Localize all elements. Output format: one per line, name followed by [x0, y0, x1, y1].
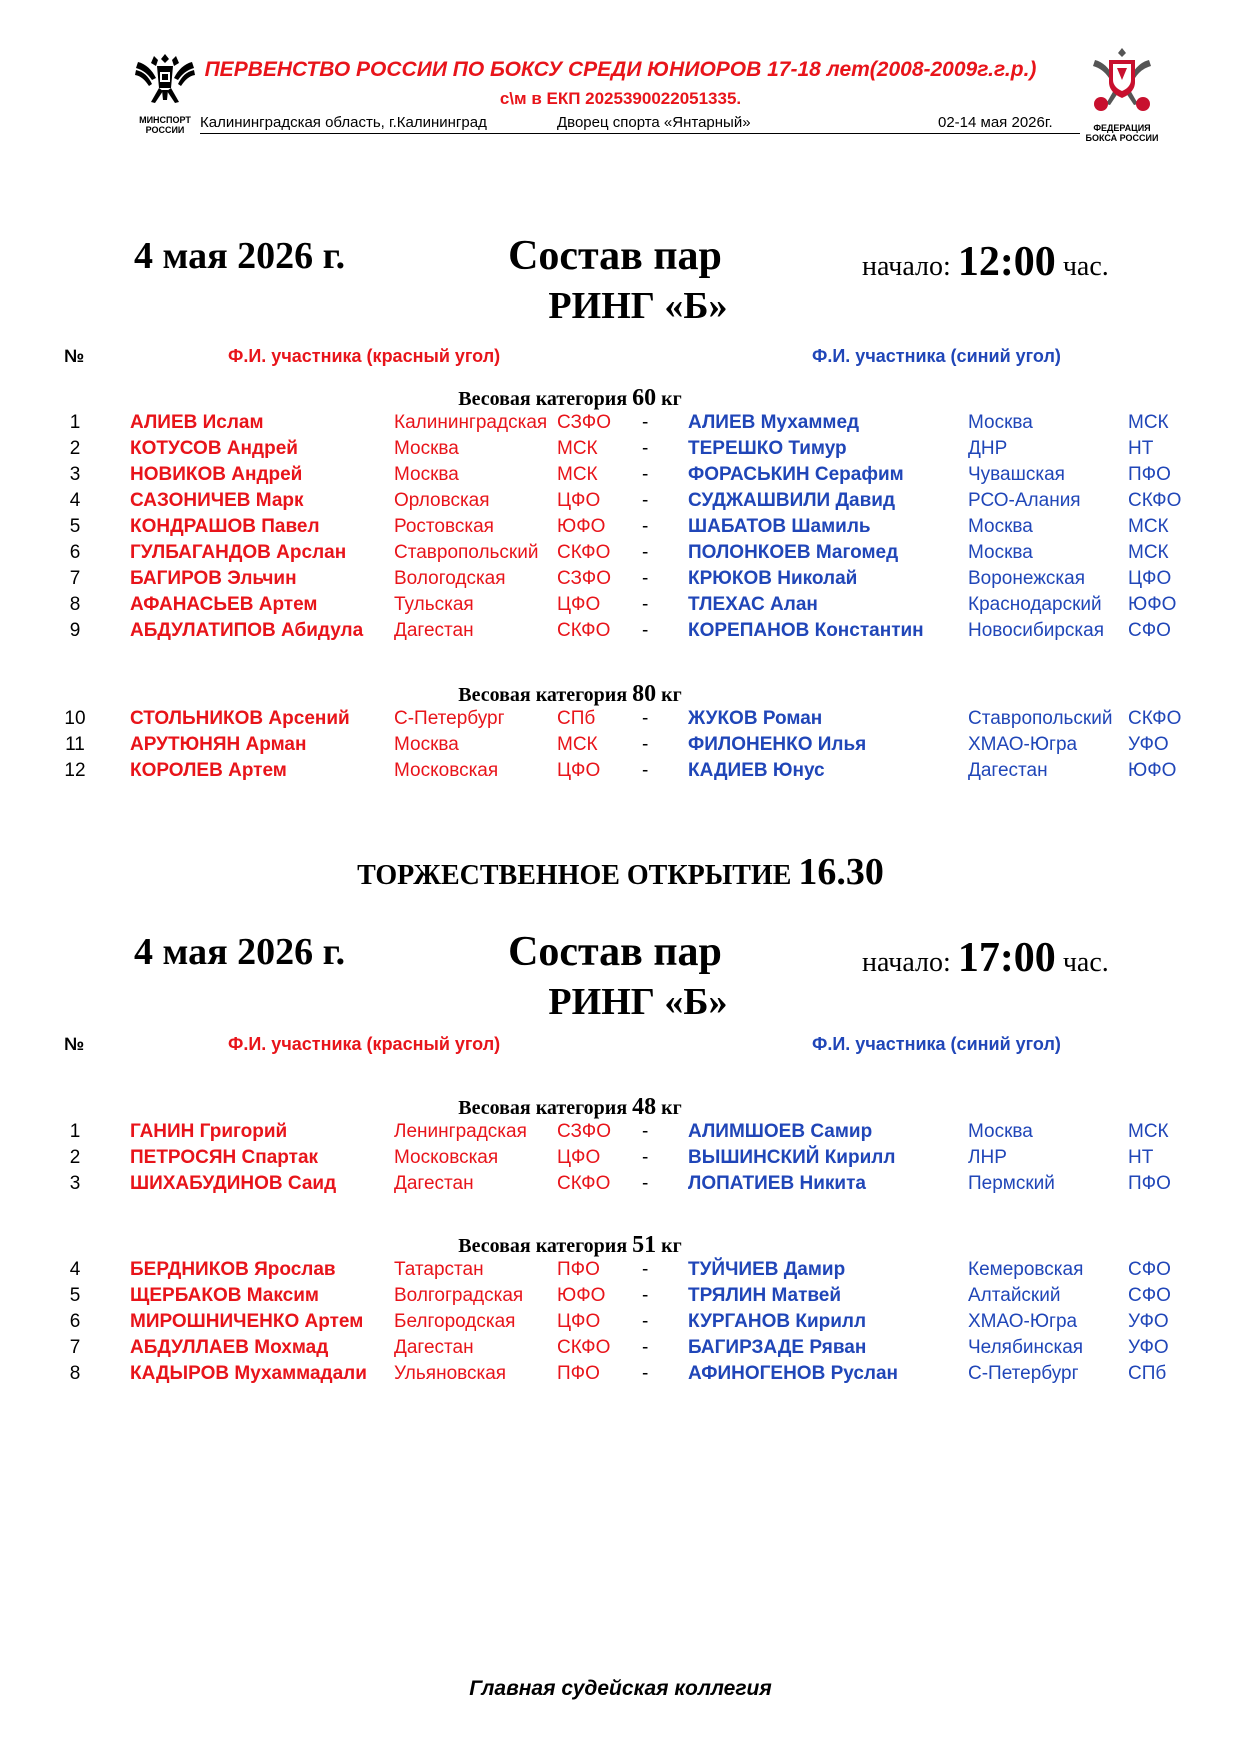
- red-boxer-region: Вологодская: [394, 568, 506, 589]
- blue-boxer-region: РСО-Алания: [968, 490, 1081, 511]
- blue-boxer-name: ТУЙЧИЕВ Дамир: [688, 1259, 846, 1280]
- blue-boxer-district: УФО: [1128, 1311, 1169, 1332]
- bout-row: [0, 760, 1241, 786]
- red-boxer-name: КАДЫРОВ Мухаммадали: [130, 1363, 367, 1384]
- red-boxer-name: АРУТЮНЯН Арман: [130, 734, 307, 755]
- red-boxer-name: ЩЕРБАКОВ Максим: [130, 1285, 319, 1306]
- versus-dash: -: [642, 594, 649, 615]
- blue-boxer-region: С-Петербург: [968, 1363, 1079, 1384]
- red-boxer-region: Ростовская: [394, 516, 494, 537]
- bout-row: [0, 1259, 1241, 1285]
- bout-row: [0, 1337, 1241, 1363]
- bout-number: 8: [69, 1363, 81, 1384]
- red-boxer-district: СКФО: [557, 542, 611, 563]
- versus-dash: -: [642, 760, 649, 781]
- red-boxer-name: КОТУСОВ Андрей: [130, 438, 298, 459]
- red-boxer-name: СТОЛЬНИКОВ Арсений: [130, 708, 350, 729]
- weight-category-label: Весовая категория: [458, 684, 628, 706]
- red-boxer-region: Белгородская: [394, 1311, 516, 1332]
- blue-boxer-region: Москва: [968, 516, 1033, 537]
- ceremony-opening: [0, 850, 1241, 894]
- bout-number: 4: [69, 490, 81, 511]
- bout-number: 6: [69, 1311, 81, 1332]
- red-boxer-region: Дагестан: [394, 1337, 474, 1358]
- boxing-federation-logo: [1082, 44, 1162, 144]
- blue-boxer-region: Воронежская: [968, 568, 1086, 589]
- blue-boxer-district: СФО: [1128, 1259, 1171, 1280]
- minsport-caption: МИНСПОРТ РОССИИ: [139, 115, 191, 135]
- versus-dash: -: [642, 516, 649, 537]
- ekp-number: с\м в ЕКП 2025390022051335.: [499, 89, 742, 108]
- red-boxer-name: АЛИЕВ Ислам: [130, 412, 264, 433]
- blue-boxer-name: ПОЛОНКОЕВ Магомед: [688, 542, 899, 563]
- blue-boxer-name: КУРГАНОВ Кирилл: [688, 1311, 867, 1332]
- bout-row: [0, 490, 1241, 516]
- versus-dash: -: [642, 1259, 649, 1280]
- venue-name: Дворец спорта «Янтарный»: [557, 114, 751, 131]
- blue-boxer-name: БАГИРЗАДЕ Ряван: [688, 1337, 867, 1358]
- bout-number: 5: [69, 1285, 81, 1306]
- blue-boxer-district: СФО: [1128, 620, 1171, 641]
- versus-dash: -: [642, 412, 649, 433]
- blue-boxer-district: СКФО: [1128, 490, 1182, 511]
- weight-unit: кг: [661, 388, 682, 410]
- red-boxer-region: Дагестан: [394, 1173, 474, 1194]
- red-boxer-region: Ленинградская: [394, 1121, 527, 1142]
- blue-boxer-name: ВЫШИНСКИЙ Кирилл: [688, 1147, 896, 1168]
- versus-dash: -: [642, 464, 649, 485]
- blue-boxer-region: Москва: [968, 542, 1033, 563]
- header-divider: [200, 133, 1080, 134]
- blue-boxer-region: Дагестан: [968, 760, 1048, 781]
- chief-judges-panel: Главная судейская коллегия: [469, 1677, 772, 1700]
- blue-boxer-region: Алтайский: [968, 1285, 1061, 1306]
- blue-boxer-region: Новосибирская: [968, 620, 1104, 641]
- blue-boxer-district: ЮФО: [1128, 760, 1177, 781]
- versus-dash: -: [642, 438, 649, 459]
- red-boxer-district: СКФО: [557, 1173, 611, 1194]
- bout-number: 2: [69, 438, 81, 459]
- blue-boxer-region: Пермский: [968, 1173, 1055, 1194]
- red-boxer-region: Тульская: [394, 594, 474, 615]
- bout-number: 7: [69, 1337, 81, 1358]
- championship-title: ПЕРВЕНСТВО РОССИИ ПО БОКСУ СРЕДИ ЮНИОРОВ 17-18 лет(2008-2009г.г.р.): [204, 58, 1037, 81]
- bout-number: 11: [65, 734, 85, 755]
- bout-row: [0, 438, 1241, 464]
- bout-row: [0, 1363, 1241, 1389]
- blue-boxer-region: Москва: [968, 412, 1033, 433]
- red-boxer-name: БЕРДНИКОВ Ярослав: [130, 1259, 336, 1280]
- blue-boxer-name: КАДИЕВ Юнус: [688, 760, 825, 781]
- blue-boxer-name: ЖУКОВ Роман: [688, 708, 823, 729]
- red-boxer-name: НОВИКОВ Андрей: [130, 464, 303, 485]
- blue-boxer-region: Москва: [968, 1121, 1033, 1142]
- column-blue-corner: Ф.И. участника (синий угол): [812, 346, 1061, 366]
- red-boxer-district: ПФО: [557, 1363, 600, 1384]
- red-boxer-region: Московская: [394, 760, 499, 781]
- start-unit: час.: [1062, 251, 1109, 282]
- blue-boxer-region: ДНР: [968, 438, 1008, 459]
- versus-dash: -: [642, 1173, 649, 1194]
- red-boxer-region: Волгоградская: [394, 1285, 524, 1306]
- bout-number: 4: [69, 1259, 81, 1280]
- bout-number: 5: [69, 516, 81, 537]
- red-boxer-name: ПЕТРОСЯН Спартак: [130, 1147, 319, 1168]
- bout-number: 1: [69, 1121, 81, 1142]
- red-boxer-region: Калининградская: [394, 412, 548, 433]
- red-boxer-district: СКФО: [557, 620, 611, 641]
- blue-boxer-district: УФО: [1128, 734, 1169, 755]
- blue-boxer-name: АЛИМШОЕВ Самир: [688, 1121, 873, 1142]
- bout-number: 3: [69, 464, 81, 485]
- blue-boxer-name: СУДЖАШВИЛИ Давид: [688, 490, 896, 511]
- red-boxer-name: ГАНИН Григорий: [130, 1121, 288, 1142]
- blue-boxer-district: МСК: [1128, 412, 1169, 433]
- federation-caption: ФЕДЕРАЦИЯ БОКСА РОССИИ: [1085, 123, 1159, 143]
- blue-boxer-district: НТ: [1128, 438, 1154, 459]
- red-boxer-name: АБДУЛЛАЕВ Мохмад: [130, 1337, 329, 1358]
- versus-dash: -: [642, 708, 649, 729]
- versus-dash: -: [642, 1147, 649, 1168]
- start-time: 17:00: [957, 935, 1056, 981]
- column-number: №: [64, 346, 85, 366]
- red-boxer-district: СПб: [557, 708, 596, 729]
- blue-boxer-name: ФОРАСЬКИН Серафим: [688, 464, 904, 485]
- red-boxer-region: Дагестан: [394, 620, 474, 641]
- weight-category-heading: [270, 681, 870, 708]
- red-boxer-name: КОНДРАШОВ Павел: [130, 516, 320, 537]
- blue-boxer-district: НТ: [1128, 1147, 1154, 1168]
- bout-row: [0, 1311, 1241, 1337]
- blue-boxer-region: ЛНР: [968, 1147, 1007, 1168]
- blue-boxer-district: ПФО: [1128, 1173, 1171, 1194]
- versus-dash: -: [642, 1311, 649, 1332]
- bout-number: 8: [69, 594, 81, 615]
- red-boxer-region: Ставропольский: [394, 542, 539, 563]
- versus-dash: -: [642, 490, 649, 511]
- blue-boxer-name: ТЛЕХАС Алан: [688, 594, 818, 615]
- red-boxer-district: ЦФО: [557, 760, 601, 781]
- column-blue-corner: Ф.И. участника (синий угол): [812, 1034, 1061, 1054]
- bout-row: [0, 620, 1241, 646]
- blue-boxer-name: КРЮКОВ Николай: [688, 568, 858, 589]
- red-boxer-district: МСК: [557, 438, 598, 459]
- blue-boxer-district: ЮФО: [1128, 594, 1177, 615]
- red-boxer-district: ЦФО: [557, 1311, 601, 1332]
- versus-dash: -: [642, 542, 649, 563]
- weight-category-label: Весовая категория: [458, 388, 628, 410]
- blue-boxer-district: СФО: [1128, 1285, 1171, 1306]
- blue-boxer-name: ШАБАТОВ Шамиль: [688, 516, 871, 537]
- blue-boxer-name: ЛОПАТИЕВ Никита: [688, 1173, 866, 1194]
- red-boxer-region: Московская: [394, 1147, 499, 1168]
- red-boxer-name: КОРОЛЕВ Артем: [130, 760, 287, 781]
- red-boxer-district: ЮФО: [557, 1285, 606, 1306]
- weight-value: 60: [632, 385, 657, 411]
- blue-boxer-region: Челябинская: [968, 1337, 1084, 1358]
- red-boxer-district: МСК: [557, 734, 598, 755]
- weight-category-heading: [270, 1232, 870, 1259]
- red-boxer-region: Москва: [394, 734, 459, 755]
- weight-unit: кг: [661, 1235, 682, 1257]
- session1-date: 4 мая 2026 г.: [134, 235, 346, 277]
- weight-category-label: Весовая категория: [458, 1097, 628, 1119]
- bout-row: [0, 708, 1241, 734]
- bout-number: 12: [64, 760, 86, 781]
- red-boxer-district: МСК: [557, 464, 598, 485]
- blue-boxer-district: МСК: [1128, 516, 1169, 537]
- bout-row: [0, 1173, 1241, 1199]
- column-number: №: [64, 1034, 85, 1054]
- red-boxer-district: ПФО: [557, 1259, 600, 1280]
- weight-value: 80: [632, 681, 657, 707]
- session1-start: [862, 238, 1109, 286]
- bout-row: [0, 734, 1241, 760]
- red-boxer-name: АФАНАСЬЕВ Артем: [130, 594, 318, 615]
- session1-title: Состав пар: [508, 233, 722, 279]
- start-unit: час.: [1062, 947, 1109, 978]
- red-boxer-region: Татарстан: [394, 1259, 484, 1280]
- bout-row: [0, 594, 1241, 620]
- bout-number: 9: [69, 620, 81, 641]
- versus-dash: -: [642, 1285, 649, 1306]
- blue-boxer-district: СКФО: [1128, 708, 1182, 729]
- bout-number: 1: [69, 412, 81, 433]
- red-boxer-district: СЗФО: [557, 568, 611, 589]
- versus-dash: -: [642, 734, 649, 755]
- blue-boxer-district: ЦФО: [1128, 568, 1172, 589]
- blue-boxer-name: АЛИЕВ Мухаммед: [688, 412, 860, 433]
- blue-boxer-district: МСК: [1128, 542, 1169, 563]
- start-time: 12:00: [957, 239, 1056, 285]
- versus-dash: -: [642, 620, 649, 641]
- bout-row: [0, 542, 1241, 568]
- red-boxer-district: ЮФО: [557, 516, 606, 537]
- red-boxer-name: МИРОШНИЧЕНКО Артем: [130, 1311, 364, 1332]
- opening-time: 16.30: [798, 851, 884, 893]
- blue-boxer-district: ПФО: [1128, 464, 1171, 485]
- red-boxer-district: СЗФО: [557, 412, 611, 433]
- session1-ring: РИНГ «Б»: [548, 285, 728, 327]
- blue-boxer-district: СПб: [1128, 1363, 1167, 1384]
- session2-ring: РИНГ «Б»: [548, 981, 728, 1023]
- versus-dash: -: [642, 1121, 649, 1142]
- blue-boxer-region: Кемеровская: [968, 1259, 1084, 1280]
- bout-row: [0, 568, 1241, 594]
- red-boxer-name: ГУЛБАГАНДОВ Арслан: [130, 542, 347, 563]
- bout-row: [0, 412, 1241, 438]
- red-boxer-name: ШИХАБУДИНОВ Саид: [130, 1173, 337, 1194]
- red-boxer-region: С-Петербург: [394, 708, 505, 729]
- blue-boxer-name: АФИНОГЕНОВ Руслан: [688, 1363, 899, 1384]
- session2-start: [862, 934, 1109, 982]
- bout-number: 2: [69, 1147, 81, 1168]
- red-boxer-region: Орловская: [394, 490, 490, 511]
- event-dates: 02-14 мая 2026г.: [938, 114, 1053, 131]
- red-boxer-district: СКФО: [557, 1337, 611, 1358]
- red-boxer-district: СЗФО: [557, 1121, 611, 1142]
- red-boxer-name: АБДУЛАТИПОВ Абидула: [130, 620, 364, 641]
- versus-dash: -: [642, 1337, 649, 1358]
- bout-row: [0, 1285, 1241, 1311]
- federation-emblem-icon: [1087, 44, 1157, 118]
- bout-row: [0, 1147, 1241, 1173]
- versus-dash: -: [642, 568, 649, 589]
- blue-boxer-region: Чувашская: [968, 464, 1065, 485]
- red-boxer-region: Москва: [394, 438, 459, 459]
- session2-date: 4 мая 2026 г.: [134, 931, 346, 973]
- session2-title: Состав пар: [508, 929, 722, 975]
- blue-boxer-name: ТЕРЕШКО Тимур: [688, 438, 847, 459]
- red-boxer-district: ЦФО: [557, 594, 601, 615]
- bout-row: [0, 1121, 1241, 1147]
- bout-number: 10: [64, 708, 86, 729]
- weight-unit: кг: [661, 684, 682, 706]
- bout-number: 7: [69, 568, 81, 589]
- blue-boxer-region: ХМАО-Югра: [968, 734, 1078, 755]
- region-city: Калининградская область, г.Калининград: [200, 114, 487, 131]
- blue-boxer-region: Краснодарский: [968, 594, 1102, 615]
- weight-category-label: Весовая категория: [458, 1235, 628, 1257]
- red-boxer-region: Москва: [394, 464, 459, 485]
- blue-boxer-region: ХМАО-Югра: [968, 1311, 1078, 1332]
- red-boxer-name: САЗОНИЧЕВ Марк: [130, 490, 304, 511]
- column-red-corner: Ф.И. участника (красный угол): [228, 1034, 501, 1054]
- red-boxer-district: ЦФО: [557, 1147, 601, 1168]
- start-label: начало:: [862, 251, 951, 282]
- blue-boxer-name: КОРЕПАНОВ Константин: [688, 620, 924, 641]
- start-label: начало:: [862, 947, 951, 978]
- blue-boxer-region: Ставропольский: [968, 708, 1113, 729]
- bout-number: 3: [69, 1173, 81, 1194]
- red-boxer-region: Ульяновская: [394, 1363, 507, 1384]
- opening-label: ТОРЖЕСТВЕННОЕ ОТКРЫТИЕ: [357, 860, 792, 891]
- bout-number: 6: [69, 542, 81, 563]
- weight-value: 48: [632, 1094, 657, 1120]
- weight-value: 51: [632, 1232, 657, 1258]
- blue-boxer-district: МСК: [1128, 1121, 1169, 1142]
- blue-boxer-district: УФО: [1128, 1337, 1169, 1358]
- weight-unit: кг: [661, 1097, 682, 1119]
- blue-boxer-name: ФИЛОНЕНКО Илья: [688, 734, 867, 755]
- red-boxer-district: ЦФО: [557, 490, 601, 511]
- red-boxer-name: БАГИРОВ Эльчин: [130, 568, 297, 589]
- bout-row: [0, 464, 1241, 490]
- bout-row: [0, 516, 1241, 542]
- column-red-corner: Ф.И. участника (красный угол): [228, 346, 501, 366]
- weight-category-heading: [270, 1094, 870, 1121]
- blue-boxer-name: ТРЯЛИН Матвей: [688, 1285, 842, 1306]
- versus-dash: -: [642, 1363, 649, 1384]
- weight-category-heading: [270, 385, 870, 412]
